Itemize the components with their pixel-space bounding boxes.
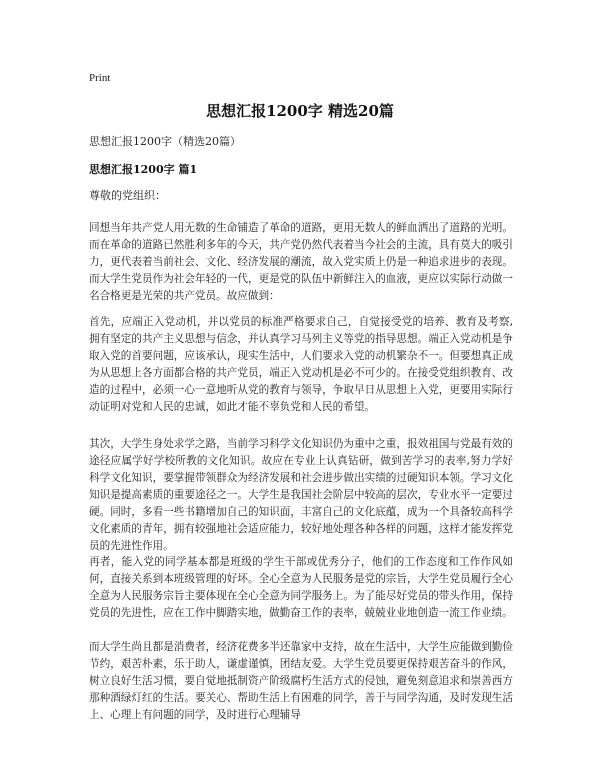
- paragraph-1: 回想当年共产党人用无数的生命铺造了革命的道路，更用无数人的鲜血洒出了道路的光明。而在革命的道路已然胜利多年的今天，共产党仍然代表着当今社会的主流，具有莫大的吸引力，更代表着当前社会、文化、经济发展的潮流，故入党实质上仍是一种追求进步的表现。而大学生党员作为社会年轻的一代，更是党的队伍中新鲜注入的血液，更应以实际行动做一名合格更是光荣的共产党员。故应做到：: [89, 221, 513, 302]
- paragraph-3: 其次，大学生身处求学之路，当前学习科学文化知识仍为重中之重，报效祖国与党最有效的途径应属学好学校所教的文化知识。故应在专业上认真钻研，做到苦学习的表率,努力学好科学文化知识，要掌握带领群众为经济发展和社会进步做出实绩的过硬知识本领。学习文化知识是提高素质的重要途径之一。大学生是我国社会阶层中较高的层次，专业水平一定要过硬。同时，多看一些书籍增加自己的知识面，丰富自己的文化底蕴，成为一个具备较高科学文化素质的青年，拥有较强地社会适应能力，较好地处理各种各样的问题，这样才能发挥党员的先进性作用。: [89, 437, 513, 552]
- page-title: 思想汇报1200字 精选20篇: [206, 102, 394, 120]
- paragraph-4: 再者，能入党的同学基本都是班级的学生干部或优秀分子，他们的工作态度和工作作风如何，直接关系到本班级管理的好坏。全心全意为人民服务是党的宗旨，大学生党员履行全心全意为人民服务宗旨主要体现在全心全意为同学服务上。为了能尽好党员的带头作用，保持党员的先进性，应在工作中脚踏实地，做勤奋工作的表率，兢兢业业地创造一流工作业绩。: [89, 555, 513, 619]
- paragraph-5: 而大学生尚且都是消费者，经济花费多半还靠家中支持，故在生活中，大学生应能做到勤俭节约，艰苦朴素，乐于助人，谦虚谨慎，团结友爱。大学生党员要更保持艰苦奋斗的作风，树立良好生活习惯，要自觉地抵制资产阶级腐朽生活方式的侵蚀，避免刻意追求和崇善西方那种酒绿灯红的生活。要关心、帮助生活上有困难的同学，善于与同学沟通，及时发现生活上、心理上有问题的同学，及时进行心理辅导: [89, 640, 513, 721]
- salutation: 尊敬的党组织：: [89, 189, 166, 202]
- section-heading: 思想汇报1200字 篇1: [89, 163, 198, 176]
- print-label: Print: [89, 72, 111, 84]
- paragraph-2: 首先，应端正入党动机，并以党员的标准严格要求自己，自觉接受党的培养、教育及考察,拥有坚定的共产主义思想与信念，并认真学习马列主义等党的指导思想。端正入党动机是争取入党的首要问题，应该承认，现实生活中，人们要求入党的动机繁杂不一。但要想真正成为从思想上各方面都合格的共产党员，端正入党动机是必不可少的。在接受党组织教育、改造的过程中，必须一心一意地听从党的教育与领导，争取早日从思想上入党，更要用实际行动证明对党和人民的忠诚，如此才能不辜负党和人民的希望。: [89, 315, 513, 413]
- document-subtitle: 思想汇报1200字（精选20篇）: [89, 135, 241, 148]
